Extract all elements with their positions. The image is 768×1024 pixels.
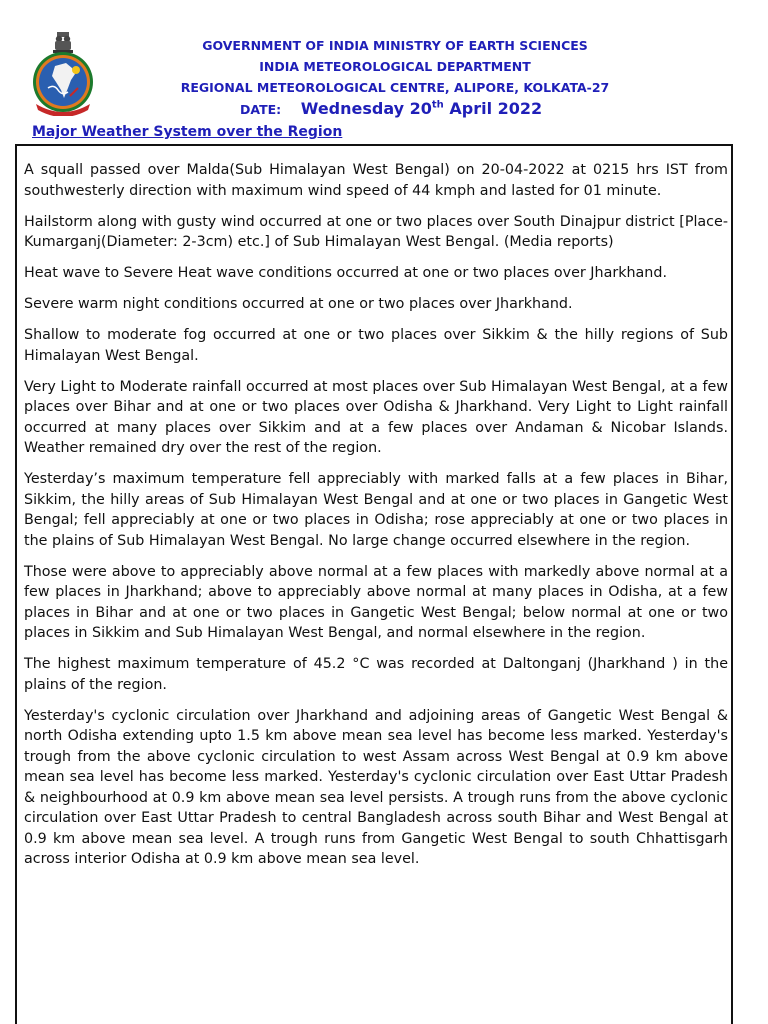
paragraph-temp-departure: Those were above to appreciably above normal at a few places with markedly above normal at a few places in Jharkhand; above to appreciably above normal at many places in Odisha, at a few places in Bihar and at one or two places in Gangetic West Bengal; below normal at one or two places in Sikkim and Sub Himalayan West Bengal, and normal elsewhere in the region.	[24, 563, 728, 641]
paragraph-warm-night: Severe warm night conditions occurred at one or two places over Jharkhand.	[24, 296, 573, 312]
centre-heading: REGIONAL METEOROLOGICAL CENTRE, ALIPORE, KOLKATA-27	[180, 80, 610, 95]
paragraph-synoptic: Yesterday's cyclonic circulation over Jharkhand and adjoining areas of Gangetic West Bengal & north Odisha extending upto 1.5 km above mean sea level has become less marked. Yesterday's trough from the above cyclonic circulation to west Assam across West Bengal at 0.9 km above mean sea level has become less marked. Yesterday's cyclonic circulation over East Uttar Pradesh & neighbourhood at 0.9 km above mean sea level persists. A trough runs from the above cyclonic circulation over East Uttar Pradesh to central Bangladesh across south Bihar and West Bengal at 0.9 km above mean sea level. A trough runs from Gangetic West Bengal to south Chhattisgarh across interior Odisha at 0.9 km above mean sea level.	[24, 707, 728, 867]
section-title: Major Weather System over the Region	[32, 124, 343, 140]
imd-emblem-logo	[28, 30, 98, 116]
date-label: DATE:	[240, 102, 282, 117]
paragraph-fog: Shallow to moderate fog occurred at one or two places over Sikkim & the hilly regions of Sub Himalayan West Bengal.	[24, 327, 728, 364]
paragraph-rainfall: Very Light to Moderate rainfall occurred at most places over Sub Himalayan West Bengal, at a few places over Bihar and at one or two places over Odisha & Jharkhand. Very Light to Light rainfall occurred at many places over Sikkim and at a few places over Andaman & Nicobar Islands. Weather remained dry over the rest of the region.	[24, 378, 728, 456]
date-rest: April 2022	[443, 99, 543, 118]
lion-capital-icon	[53, 32, 73, 53]
paragraph-squall: A squall passed over Malda(Sub Himalayan West Bengal) on 20-04-2022 at 0215 hrs IST from southwesterly direction with maximum wind speed of 44 kmph and lasted for 01 minute.	[24, 162, 728, 199]
paragraph-max-temp-change: Yesterday’s maximum temperature fell appreciably with marked falls at a few places in Bihar, Sikkim, the hilly areas of Sub Himalayan West Bengal and at one or two places in Gangetic West Bengal; fell appreciably at one or two places in Odisha; rose appreciably at one or two places in the plains of Sub Himalayan West Bengal. No large change occurred elsewhere in the region.	[24, 471, 728, 549]
date-day: Wednesday 20	[300, 99, 432, 118]
weather-report-body	[24, 160, 728, 880]
date-value	[301, 99, 542, 118]
paragraph-heat-wave: Heat wave to Severe Heat wave conditions occurred at one or two places over Jharkhand.	[24, 265, 667, 281]
department-heading: INDIA METEOROLOGICAL DEPARTMENT	[259, 59, 531, 74]
ministry-heading: GOVERNMENT OF INDIA MINISTRY OF EARTH SCIENCES	[202, 38, 588, 53]
paragraph-hailstorm: Hailstorm along with gusty wind occurred at one or two places over South Dinajpur district [Place- Kumarganj(Diameter: 2-3cm) etc.] of Sub Himalayan West Bengal. (Media reports)	[24, 213, 728, 250]
date-row	[240, 99, 542, 118]
paragraph-highest-temp: The highest maximum temperature of 45.2 °C was recorded at Daltonganj (Jharkhand ) in the plains of the region.	[24, 656, 728, 693]
date-suffix: th	[431, 99, 444, 111]
